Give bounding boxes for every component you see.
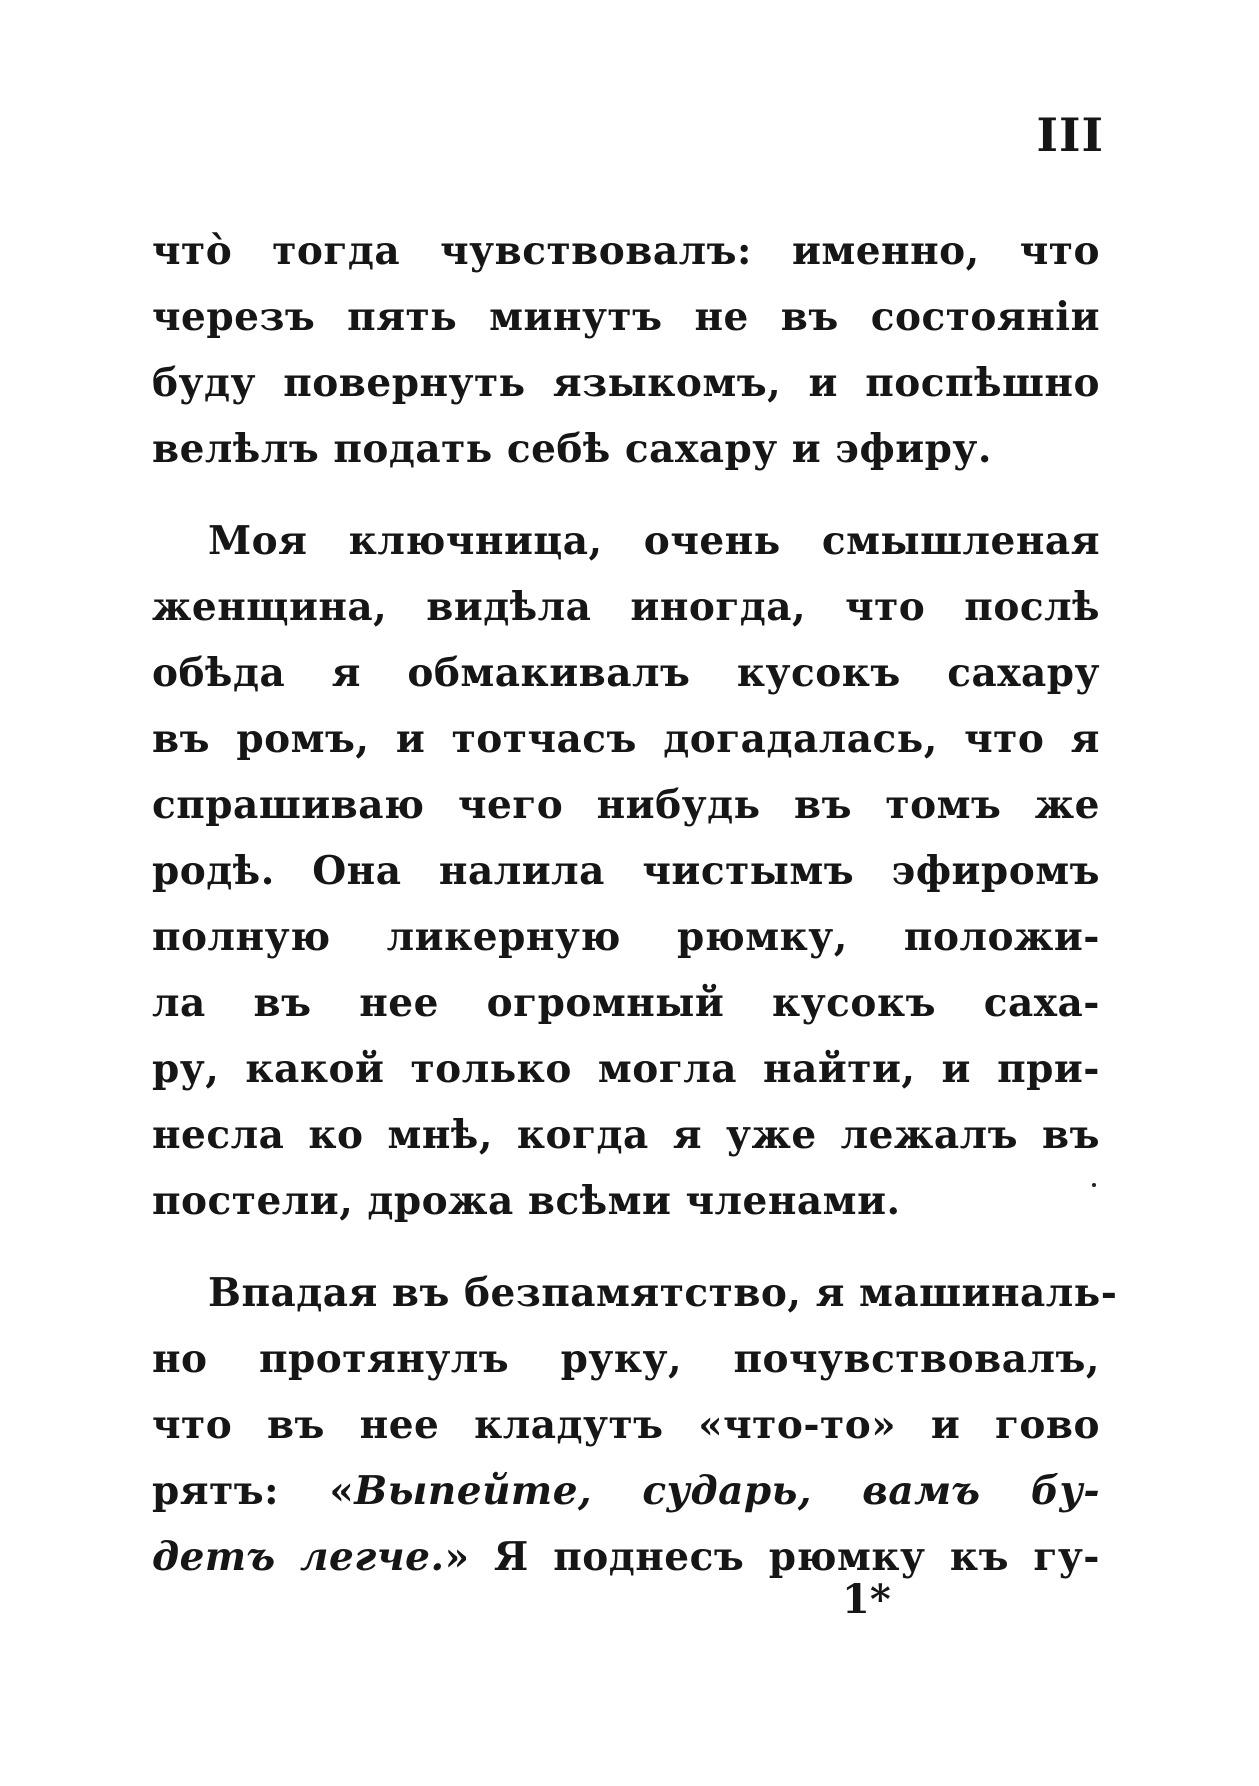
text-line-mixed	[152, 1458, 1100, 1524]
text-line-mixed	[152, 1524, 1100, 1590]
text-line: Впадая въ безпамятство, я машиналь-	[208, 1270, 1118, 1316]
text-line: постели, дрожа всѣми членами.	[152, 1178, 901, 1224]
print-speck	[1092, 1183, 1096, 1187]
italic-quote: Выпейте, сударь, вамъ бу-	[354, 1468, 1101, 1514]
text-line: въ ромъ, и тотчасъ догадалась, что я	[152, 716, 1100, 762]
text-line: ла въ нее огромный кусокъ саха-	[152, 980, 1100, 1026]
text-line: что въ нее кладутъ «что-то» и гово	[152, 1402, 1100, 1448]
italic-quote: детъ легче.	[152, 1534, 445, 1580]
text-line: полную ликерную рюмку, положи-	[152, 914, 1100, 960]
text-line: Моя ключница, очень смышленая	[208, 518, 1100, 564]
paragraph-2	[152, 508, 1100, 1234]
text-line: спрашиваю чего нибудь въ томъ же	[152, 782, 1100, 828]
text-line: но протянулъ руку, почувствовалъ,	[152, 1336, 1100, 1382]
text-body	[152, 218, 1118, 1616]
text-line: женщина, видѣла иногда, что послѣ	[152, 584, 1100, 630]
text-line: черезъ пять минутъ не въ состояніи	[152, 294, 1100, 340]
text-line: буду повернуть языкомъ, и поспѣшно	[152, 360, 1100, 406]
text-line: велѣлъ подать себѣ сахару и эфиру.	[152, 426, 992, 472]
text-line: ру, какой только могла найти, и при-	[152, 1046, 1100, 1092]
paragraph-1	[152, 218, 1100, 482]
text-line: обѣда я обмакивалъ кусокъ сахару	[152, 650, 1100, 696]
paragraph-3	[152, 1260, 1118, 1590]
text-run: рятъ: «	[152, 1468, 355, 1514]
text-run: » Я поднесъ рюмку къ гу-	[444, 1534, 1100, 1580]
page-number: III	[1036, 108, 1104, 162]
text-line: родѣ. Она налила чистымъ эфиромъ	[152, 848, 1100, 894]
text-line: что̀ тогда чувствовалъ: именно, что	[152, 228, 1100, 274]
text-line: несла ко мнѣ, когда я уже лежалъ въ	[152, 1112, 1100, 1158]
signature-mark: 1*	[842, 1576, 891, 1623]
